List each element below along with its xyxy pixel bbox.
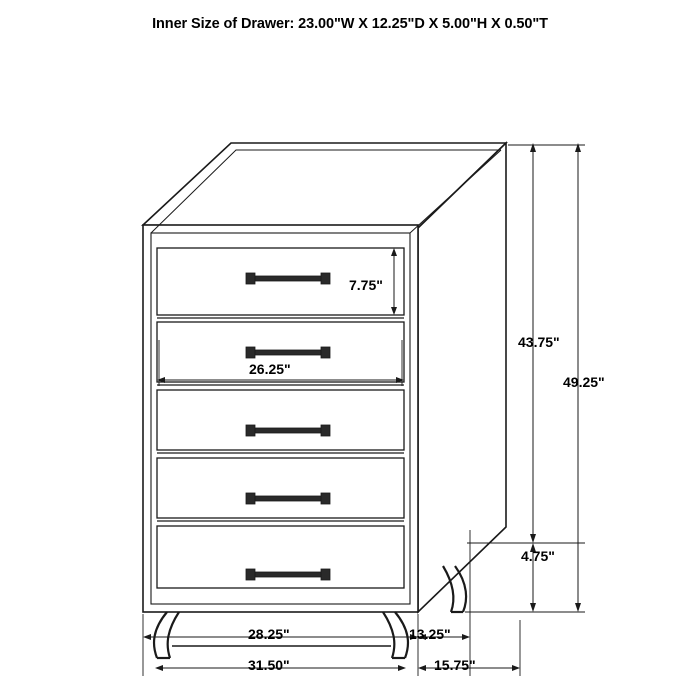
- dim-label-cabinet-width: 28.25": [248, 626, 290, 642]
- dim-label-leg-height: 4.75": [521, 548, 555, 564]
- dim-label-total-height: 49.25": [563, 374, 605, 390]
- dim-label-cabinet-depth: 13.25": [409, 626, 451, 642]
- dim-label-total-depth: 15.75": [434, 657, 476, 673]
- dim-label-total-width: 31.50": [248, 657, 290, 673]
- dim-label-drawer-height: 7.75": [349, 277, 383, 293]
- dim-label-cabinet-height: 43.75": [518, 334, 560, 350]
- drawer-4: [157, 458, 404, 521]
- drawer-3: [157, 390, 404, 453]
- page-title: Inner Size of Drawer: 23.00"W X 12.25"D X 5.00"H X 0.50"T: [152, 16, 548, 32]
- drawer-5: [157, 526, 404, 588]
- dim-label-drawer-width: 26.25": [249, 361, 291, 377]
